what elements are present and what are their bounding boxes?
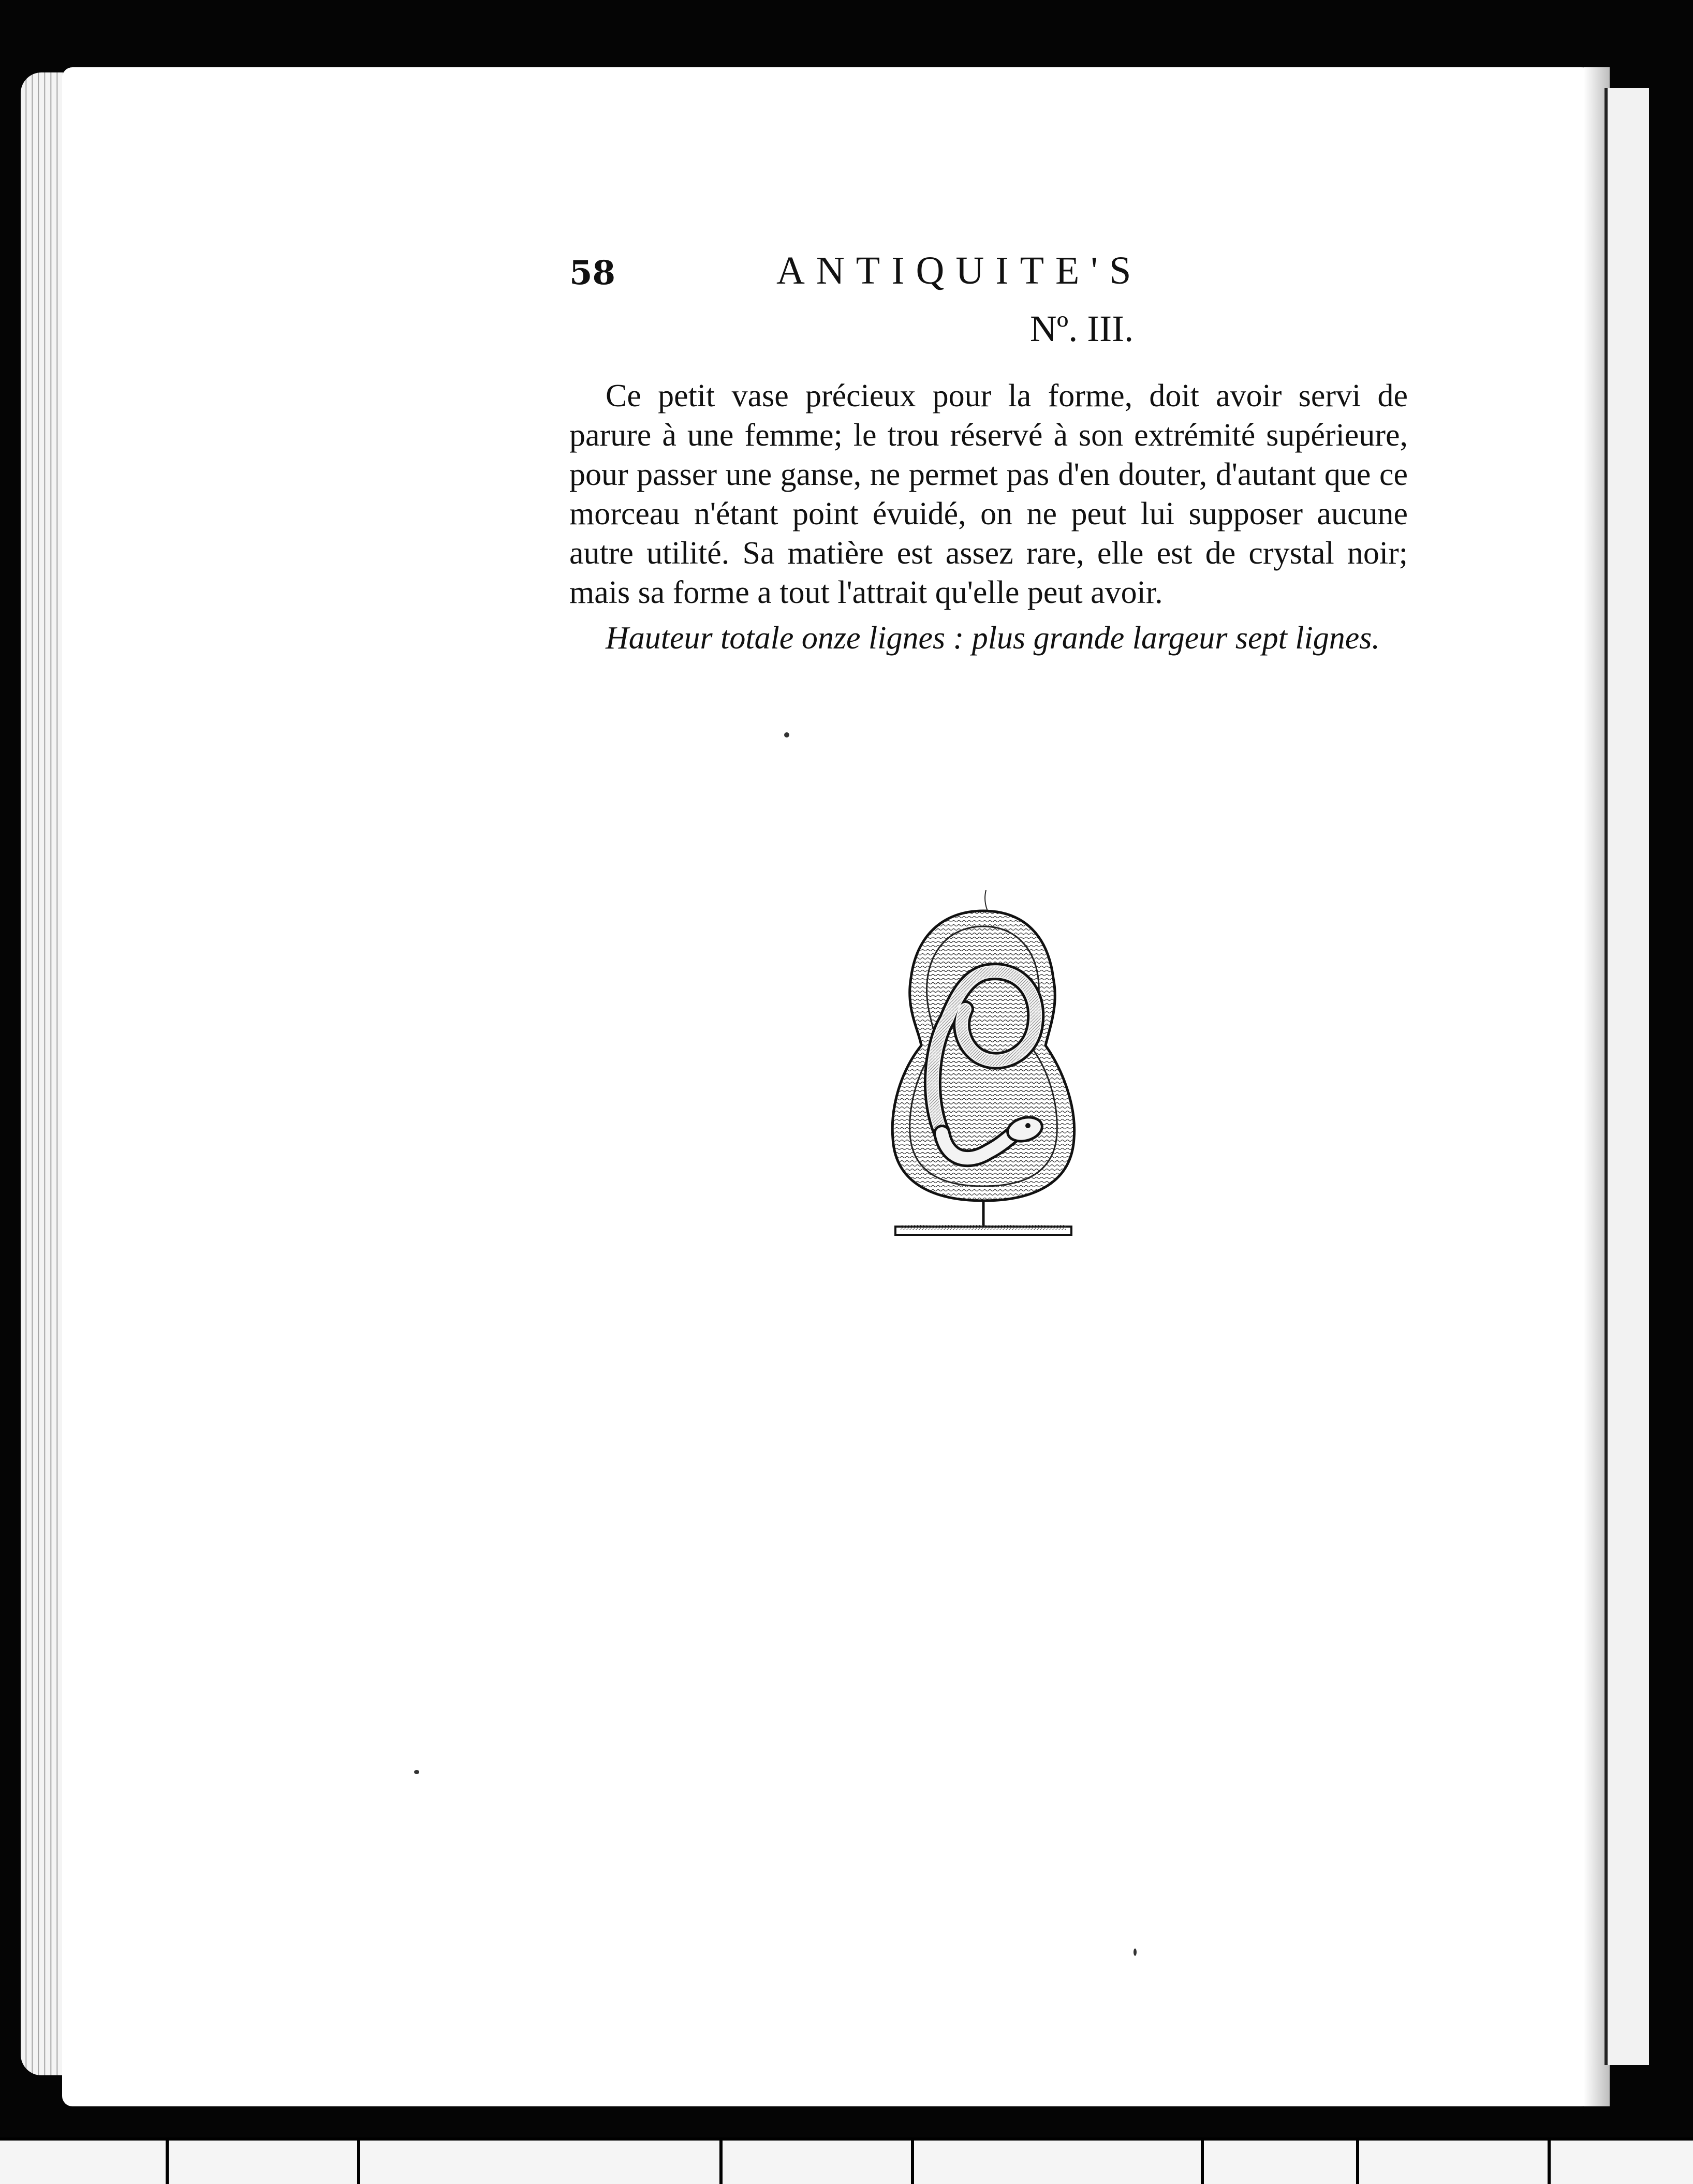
ruler-tick [1356,2141,1359,2184]
ruler-tick [719,2141,723,2184]
page-number: 58 [569,254,616,292]
section-title: Nº. III. [1029,308,1134,349]
text-block [569,248,1408,658]
paper-speck [1133,1949,1137,1956]
scan-ruler [0,2137,1693,2184]
dimensions-note: Hauteur totale onze lignes : plus grande largeur sept lignes. [606,621,1380,656]
serpent-vase-engraving [880,890,1087,1247]
body-paragraph: Ce petit vase précieux pour la forme, doit avoir servi de parure à une femme; le trou réservé à son extrémité supérieure, pour passer une ganse, ne permet pas d'en douter, d'autant que ce morceau n'étant point évuidé, on ne peut lui supposer aucune autre utilité. Sa matière est assez rare, elle est de crystal noir; mais sa forme a tout l'attrait qu'elle peut avoir. [569,378,1408,610]
running-head [569,248,1408,305]
ruler-tick [357,2141,360,2184]
ruler-tick [1548,2141,1551,2184]
ruler-tick [911,2141,914,2184]
paper-speck [414,1770,419,1774]
running-title: ANTIQUITE'S [776,249,1143,292]
ruler-tick [166,2141,169,2184]
facing-page-edge [1604,88,1649,2065]
ruler-tick [1201,2141,1204,2184]
paper-speck [784,732,789,737]
